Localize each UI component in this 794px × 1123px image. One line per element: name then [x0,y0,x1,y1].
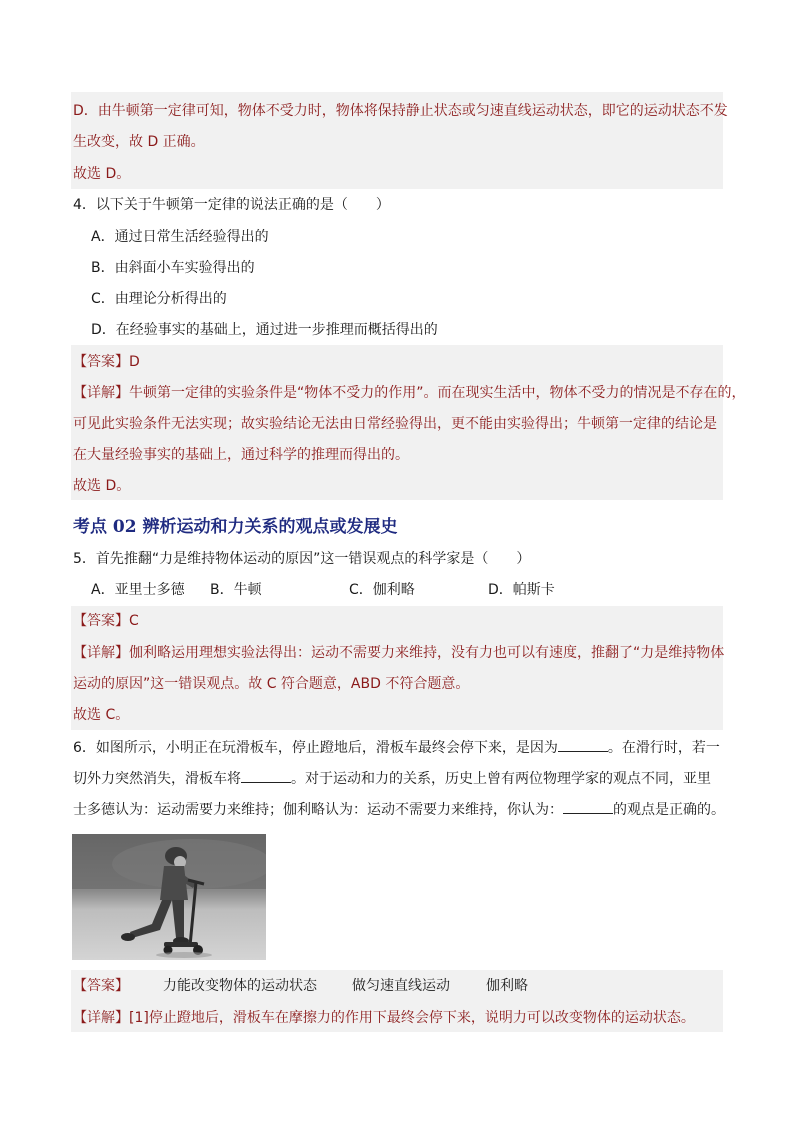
q6-text: 。对于运动和力的关系，历史上曾有两位物理学家的观点不同，亚里 [291,771,711,787]
q6-stem-line3 [73,799,725,820]
q4-conclusion: 故选 D。 [73,478,131,494]
q4-option-c: C．由理论分析得出的 [91,291,227,307]
q6-answer-2: 做匀速直线运动 [352,978,450,994]
detail-tag: 【详解】 [73,645,129,661]
q5-detail-line1 [73,643,724,663]
answer-blank [563,799,613,814]
detail-tag: 【详解】 [73,385,129,401]
q5-detail-line2: 运动的原因”这一错误观点。故 C 符合题意，ABD 不符合题意。 [73,676,470,692]
answer-tag: 【答案】 [73,613,129,629]
q5-option-c: C．伽利略 [349,582,415,598]
detail-text: [1]停止蹬地后，滑板车在摩擦力的作用下最终会停下来，说明力可以改变物体的运动状态。 [129,1010,695,1026]
answer-tag: 【答案】 [73,978,129,994]
q5-option-d: D．帕斯卡 [488,582,555,598]
q3-conclusion: 故选 D。 [73,166,131,182]
q5-conclusion: 故选 C。 [73,707,130,723]
q5-option-a: A．亚里士多德 [91,582,185,598]
q6-stem-line1 [73,737,720,758]
q5-stem: 5．首先推翻“力是维持物体运动的原因”这一错误观点的科学家是（ ） [73,551,531,567]
q5-answer [73,611,139,631]
q4-option-a: A．通过日常生活经验得出的 [91,229,269,245]
q4-stem: 4．以下关于牛顿第一定律的说法正确的是（ ） [73,197,390,213]
answer-blank [558,737,608,752]
q6-stem-line2 [73,768,711,789]
detail-text: 牛顿第一定律的实验条件是“物体不受力的作用”。而在现实生活中，物体不受力的情况是不存在的， [129,385,746,401]
detail-text: 伽利略运用理想实验法得出：运动不需要力来维持，没有力也可以有速度，推翻了“力是维持物体 [129,645,725,661]
q6-text: 士多德认为：运动需要力来维持；伽利略认为：运动不需要力来维持，你认为： [73,802,563,818]
detail-tag: 【详解】 [73,1010,129,1026]
q4-answer [73,352,140,372]
q4-option-b: B．由斜面小车实验得出的 [91,260,255,276]
q6-answer [73,976,129,996]
section-heading: 考点 02 辨析运动和力关系的观点或发展史 [73,517,398,537]
q5-option-b: B．牛顿 [210,582,262,598]
q6-text: 切外力突然消失，滑板车将 [73,771,241,787]
q3-option-d-explanation-line2: 生改变，故 D 正确。 [73,134,205,150]
q4-option-d: D．在经验事实的基础上，通过进一步推理而概括得出的 [91,322,438,338]
answer-tag: 【答案】 [73,354,129,370]
q3-option-d-explanation-line1: D．由牛顿第一定律可知，物体不受力时，物体将保持静止状态或匀速直线运动状态，即它的运动状态不发 [73,103,728,119]
q5-answer-block [71,606,723,730]
q6-answer-3: 伽利略 [486,978,528,994]
scooter-child-image [72,834,266,960]
q4-detail-line1 [73,383,746,403]
q4-detail-line3: 在大量经验事实的基础上，通过科学的推理而得出的。 [73,447,409,463]
q6-text: 的观点是正确的。 [613,802,725,818]
answer-value: C [129,613,139,629]
answer-value: D [129,354,140,370]
q6-answer-1: 力能改变物体的运动状态 [163,978,317,994]
scooter-photo [72,834,266,960]
q4-detail-line2: 可见此实验条件无法实现；故实验结论无法由日常经验得出，更不能由实验得出；牛顿第一定律的结论是 [73,416,717,432]
answer-blank [241,768,291,783]
q6-text: 。在滑行时，若一 [607,740,720,756]
q6-detail-line1 [73,1008,695,1028]
q6-text: 6．如图所示，小明正在玩滑板车，停止蹬地后，滑板车最终会停下来，是因为 [73,740,558,756]
